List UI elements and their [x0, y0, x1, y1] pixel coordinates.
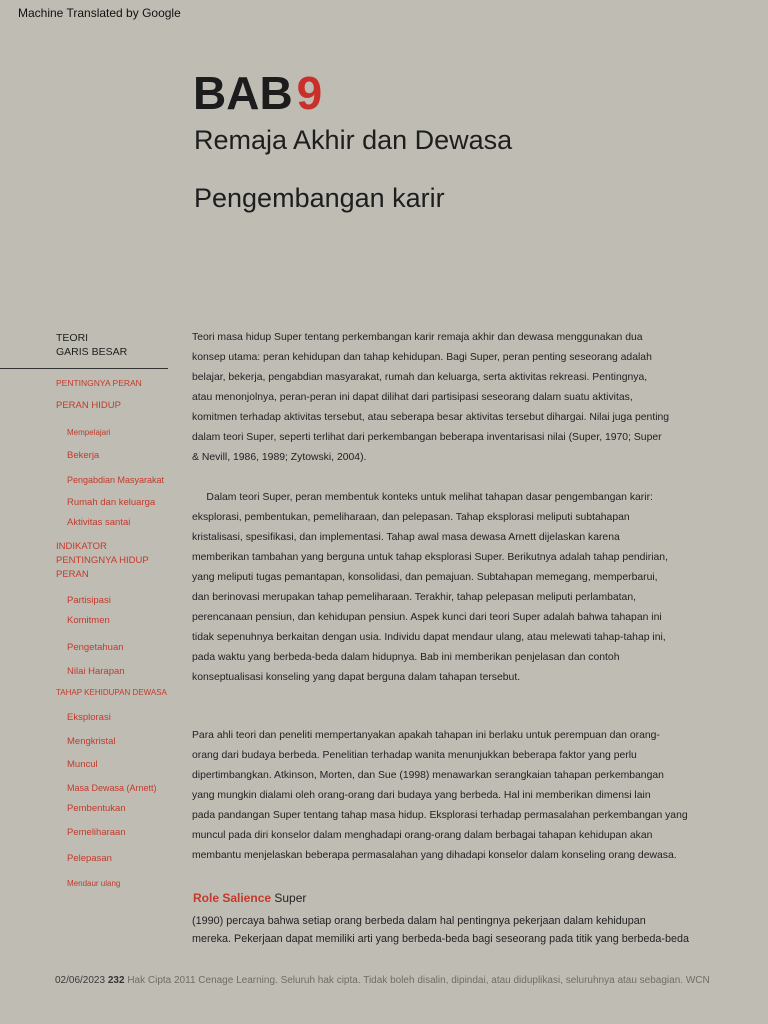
text-line: muncul pada diri konselor dalam menghadapi orang-orang dalam berbagai tahapan kehidupan akan — [192, 830, 653, 841]
role-salience-heading — [193, 891, 306, 905]
outline-heading-line2: GARIS BESAR — [56, 346, 128, 358]
text-line: mereka. Pekerjaan dapat memiliki arti yang berbeda-beda bagi seseorang pada titik yang berbeda-beda — [192, 933, 689, 945]
outline-heading — [56, 331, 127, 359]
outline-item: Komitmen — [67, 615, 110, 626]
footer-date: 02/06/2023 — [55, 975, 106, 986]
text-line: pada pandangan Super tentang tahap masa hidup. Eksplorasi terhadap permasalahan perkembangan yang — [192, 810, 688, 821]
footer-page-number: 232 — [107, 975, 125, 986]
outline-item: PERAN HIDUP — [56, 400, 121, 411]
text-line: Dalam teori Super, peran membentuk konteks untuk melihat tahapan dasar pengembangan karir: — [192, 492, 653, 503]
body-paragraph-4 — [192, 912, 712, 948]
text-line: yang meliputi tugas pemantapan, konsolidasi, dan pemajuan. Subtahapan memegang, memperbarui, — [192, 572, 658, 583]
chapter-prefix: BAB — [193, 67, 293, 119]
chapter-number: 9 — [296, 67, 323, 119]
text-line: memberikan tambahan yang berguna untuk tahap eksplorasi Super. Berikutnya adalah tahap pendirian, — [192, 552, 668, 563]
text-line: konseptualisasi konseling yang dapat berguna dalam tahapan tersebut. — [192, 672, 521, 683]
outline-item: Pembentukan — [67, 803, 126, 814]
outline-item: Eksplorasi — [67, 712, 111, 723]
text-line: dipertimbangkan. Atkinson, Morten, dan Sue (1998) menawarkan serangkaian tahapan perkembangan — [192, 770, 664, 781]
text-line: kristalisasi, spesifikasi, dan implementasi. Tahap awal masa dewasa Arnett dijelaskan karena — [192, 532, 620, 543]
text-line: perencanaan pensiun, dan kehidupan pensiun. Aspek kunci dari teori Super adalah bahwa tahapan ini — [192, 612, 662, 623]
body-paragraph-2 — [192, 488, 712, 688]
text-line: (1990) percaya bahwa setiap orang berbeda dalam hal pentingnya pekerjaan dalam kehidupan — [192, 915, 646, 927]
outline-item: Rumah dan keluarga — [67, 497, 156, 508]
text-line: Para ahli teori dan peneliti mempertanyakan apakah tahapan ini berlaku untuk perempuan dan orang- — [192, 730, 660, 741]
outline-item: Mengkristal — [67, 736, 116, 747]
text-line: dalam teori Super, seperti terlihat dari perkembangan beberapa inventarisasi nilai (Super, 1970; Super — [192, 432, 662, 443]
text-line: yang mungkin dialami oleh orang-orang dari budaya yang berbeda. Hal ini memberikan dimensi lain — [192, 790, 651, 801]
role-salience-title: Role Salience — [193, 891, 272, 905]
text-line: orang dari budaya berbeda. Penelitian terhadap wanita menunjukkan beberapa faktor yang perlu — [192, 750, 637, 761]
text-line: tidak sepenuhnya berkaitan dengan usia. Individu dapat mendaur ulang, atau melewati tahap-tahap ini, — [192, 632, 666, 643]
outline-item: Partisipasi — [67, 595, 111, 606]
text-line: konsep utama: peran kehidupan dan tahap kehidupan. Bagi Super, peran penting seseorang adalah — [192, 352, 652, 363]
text-line: belajar, bekerja, pengabdian masyarakat, rumah dan keluarga, serta aktivitas rekreasi. Pentingnya, — [192, 372, 648, 383]
outline-item: Pemeliharaan — [67, 827, 126, 838]
text-line: atau menonjolnya, peran-peran ini dapat dilihat dari partisipasi seseorang dalam suatu aktivitas, — [192, 392, 633, 403]
text-line: pada waktu yang berbeda-beda dalam hidupnya. Bab ini memberikan penjelasan dan contoh — [192, 652, 620, 663]
footer-copyright: Hak Cipta 2011 Cenage Learning. Seluruh hak cipta. Tidak boleh disalin, dipindai, atau diduplikasi, seluruhnya atau sebagian. WCN — [127, 975, 710, 986]
outline-item: INDIKATOR — [56, 541, 107, 552]
machine-translated-label: Machine Translated by Google — [18, 6, 181, 20]
page-footer — [55, 975, 710, 986]
outline-item: PENTINGNYA PERAN — [56, 378, 142, 388]
outline-item: Aktivitas santai — [67, 517, 131, 528]
text-line: dan berinovasi merupakan tahap pemeliharaan. Terakhir, tahap pelepasan meliputi perlambatan, — [192, 592, 637, 603]
chapter-subtitle: Remaja Akhir dan Dewasa — [194, 125, 513, 155]
role-salience-suffix: Super — [271, 891, 307, 905]
outline-item: Masa Dewasa (Arnett) — [67, 783, 157, 793]
outline-item: Mendaur ulang — [67, 879, 121, 888]
body-paragraph-1 — [192, 328, 712, 468]
text-line: eksplorasi, pembentukan, pemeliharaan, dan pelepasan. Tahap eksplorasi meliputi subtahapan — [192, 512, 630, 523]
outline-item: Pengetahuan — [67, 642, 124, 653]
chapter-subtitle-2: Pengembangan karir — [194, 183, 445, 213]
body-paragraph-3 — [192, 726, 712, 866]
outline-item: Mempelajari — [67, 428, 111, 437]
outline-heading-line1: TEORI — [56, 332, 89, 344]
outline-item: Muncul — [67, 759, 98, 770]
outline-item: TAHAP KEHIDUPAN DEWASA — [56, 688, 167, 697]
chapter-heading — [193, 68, 322, 118]
outline-divider — [0, 368, 168, 369]
outline-item: Pengabdian Masyarakat — [67, 475, 165, 485]
outline-item: Nilai Harapan — [67, 666, 125, 677]
outline-item: PERAN — [56, 569, 89, 580]
text-line: komitmen terhadap aktivitas tersebut, atau seberapa besar aktivitas tersebut dihargai. Nilai juga penting — [192, 412, 670, 423]
text-line: membantu menjelaskan beberapa permasalahan yang dihadapi konselor dalam konseling orang dewasa. — [192, 850, 677, 861]
text-line: Teori masa hidup Super tentang perkembangan karir remaja akhir dan dewasa menggunakan dua — [192, 332, 643, 343]
text-line: & Nevill, 1986, 1989; Zytowski, 2004). — [192, 452, 367, 463]
outline-item: PENTINGNYA HIDUP — [56, 555, 149, 566]
outline-item: Bekerja — [67, 450, 100, 461]
outline-item: Pelepasan — [67, 853, 112, 864]
